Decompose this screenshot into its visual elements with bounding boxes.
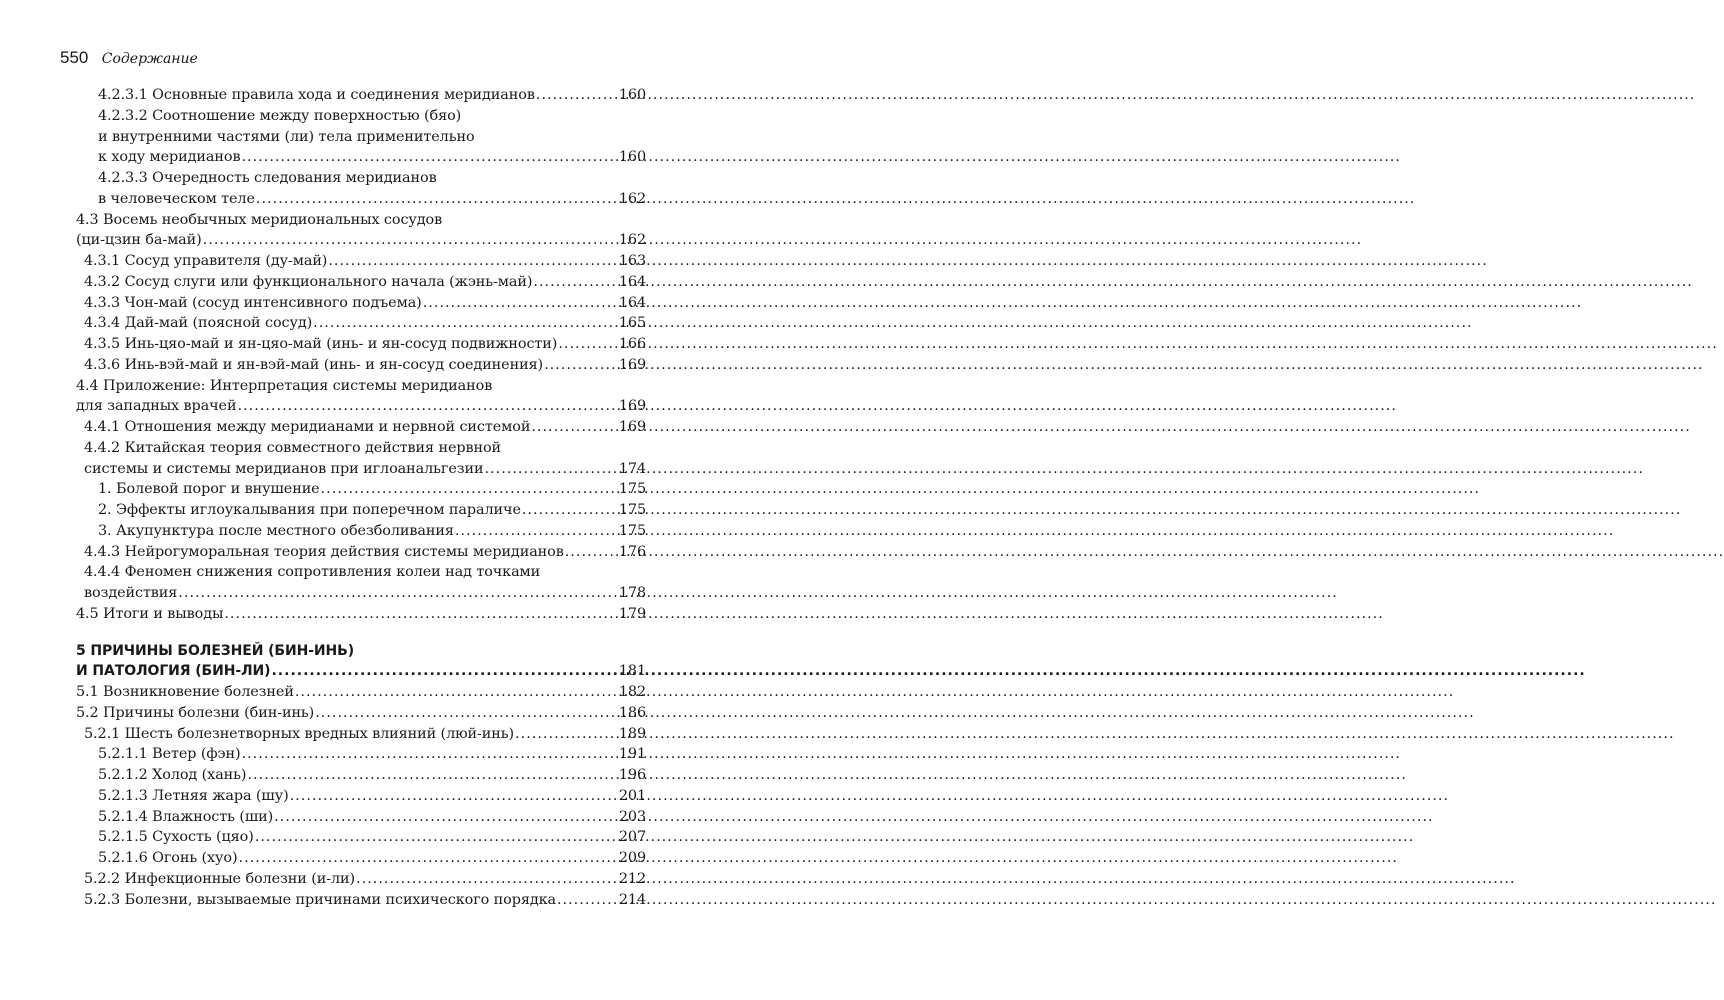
toc-page-number: 201 <box>618 787 646 804</box>
toc-entry <box>76 479 646 500</box>
toc-page-number: 214 <box>618 891 646 908</box>
toc-entry <box>76 562 646 604</box>
toc-entry-title: 4.3.5 Инь-цяо-май и ян-цяо-май (инь- и ян-сосуд подвижности) <box>84 336 558 352</box>
toc-line <box>76 147 646 168</box>
toc-entry-title: 4.2.3.1 Основные правила хода и соединения меридианов <box>98 87 535 103</box>
dot-leader <box>247 765 617 786</box>
toc-entry <box>76 724 646 745</box>
toc-line <box>76 724 646 745</box>
toc-entry-title: системы и системы меридианов при иглоанальгезии <box>84 460 484 477</box>
toc-line <box>76 604 646 625</box>
dot-leader <box>321 479 618 500</box>
toc-line <box>76 168 646 189</box>
toc-line <box>76 848 646 869</box>
toc-page-number: 203 <box>618 808 646 825</box>
toc-page-number: 164 <box>618 273 646 290</box>
toc-line <box>76 459 646 480</box>
toc-line <box>76 807 646 828</box>
toc-page-number: 169 <box>618 356 646 373</box>
toc-entry <box>76 765 646 786</box>
dot-leader <box>295 682 618 703</box>
toc-line <box>76 641 646 662</box>
toc-line <box>76 500 646 521</box>
toc-line <box>76 786 646 807</box>
toc-page-number: 179 <box>618 605 646 622</box>
toc-entry-title: 5.2.3 Болезни, вызываемые причинами психического порядка <box>84 891 556 908</box>
toc-entry <box>76 703 646 724</box>
toc-entry <box>76 376 646 418</box>
dot-leader <box>557 890 618 911</box>
toc-entry-title: для западных врачей <box>76 398 237 415</box>
toc-entry-title: 4.3.2 Сосуд слуги или функционального начала (жэнь-май) <box>84 273 533 290</box>
dot-leader <box>237 396 617 417</box>
toc-page-number: 165 <box>618 315 646 332</box>
dot-leader <box>522 500 618 521</box>
toc-page-number: 191 <box>618 746 646 763</box>
toc-entry <box>76 521 646 542</box>
toc-page-number: 174 <box>618 460 646 477</box>
toc-page-number: 160 <box>618 87 646 103</box>
toc-entry <box>76 744 646 765</box>
dot-leader <box>455 521 618 542</box>
toc-line <box>76 127 646 148</box>
dot-leader <box>178 583 618 604</box>
toc-line <box>76 376 646 397</box>
dot-leader <box>241 147 617 168</box>
toc-line <box>76 334 646 355</box>
table-of-contents <box>76 85 646 910</box>
toc-page-number: 182 <box>618 684 646 700</box>
toc-entry-title: И ПАТОЛОГИЯ (БИН-ЛИ) <box>76 663 271 680</box>
toc-entry <box>76 293 646 314</box>
toc-entry-title: 5.2.1 Шесть болезнетворных вредных влияний (люй-инь) <box>84 725 515 742</box>
toc-entry-title: 4.3.6 Инь-вэй-май и ян-вэй-май (инь- и ян-сосуд соединения) <box>84 356 544 373</box>
dot-leader <box>203 230 618 251</box>
toc-entry <box>76 827 646 848</box>
toc-entry <box>76 168 646 210</box>
toc-entry-title: (ци-цзин ба-май) <box>76 232 202 249</box>
toc-page-number: 178 <box>618 585 646 601</box>
toc-entry <box>76 210 646 252</box>
toc-page-number: 186 <box>618 704 646 721</box>
toc-line <box>76 106 646 127</box>
toc-entry <box>76 355 646 376</box>
toc-line <box>76 827 646 848</box>
toc-entry-title: 4.2.3.2 Соотношение между поверхностью (бяо) <box>98 107 462 124</box>
toc-line <box>76 230 646 251</box>
dot-leader <box>256 189 618 210</box>
toc-entry <box>76 106 646 168</box>
toc-entry <box>76 542 646 563</box>
toc-page-number: 189 <box>618 725 646 742</box>
toc-entry-title: 4.2.3.3 Очередность следования меридианов <box>98 170 437 186</box>
dot-leader <box>239 848 618 869</box>
toc-line <box>76 890 646 911</box>
toc-entry-title: 4.4.4 Феномен снижения сопротивления колеи над точками <box>84 564 541 581</box>
toc-line <box>76 765 646 786</box>
section-gap <box>76 625 646 641</box>
toc-entry-title: 4.4.2 Китайская теория совместного действия нервной <box>84 439 502 456</box>
toc-entry-title: 5.2.1.4 Влажность (ши) <box>98 808 274 825</box>
toc-entry <box>76 417 646 438</box>
toc-entry-title: 3. Акупунктура после местного обезболивания <box>98 522 454 539</box>
dot-leader <box>224 604 617 625</box>
toc-entry-title: 4.3.1 Сосуд управителя (ду-май) <box>84 253 328 269</box>
toc-line <box>76 438 646 459</box>
toc-entry <box>76 313 646 334</box>
toc-line <box>76 521 646 542</box>
toc-page-number: 162 <box>618 232 646 249</box>
toc-entry <box>76 500 646 521</box>
toc-entry-title: 5 ПРИЧИНЫ БОЛЕЗНЕЙ (БИН-ИНЬ) <box>76 642 355 659</box>
toc-entry-title: 5.2 Причины болезни (бин-инь) <box>76 704 315 721</box>
toc-entry <box>76 807 646 828</box>
toc-page-number: 166 <box>618 336 646 352</box>
dot-leader <box>290 786 618 807</box>
dot-leader <box>423 293 618 314</box>
toc-entry-title: 4.4.1 Отношения между меридианами и нервной системой <box>84 419 531 435</box>
toc-entry <box>76 786 646 807</box>
toc-line <box>76 272 646 293</box>
toc-line <box>76 417 646 438</box>
dot-leader <box>484 459 617 480</box>
toc-entry-title: 5.2.1.3 Летняя жара (шу) <box>98 787 289 804</box>
toc-entry <box>76 272 646 293</box>
toc-line <box>76 396 646 417</box>
toc-entry-title: 4.5 Итоги и выводы <box>76 605 224 622</box>
toc-entry <box>76 85 646 106</box>
toc-page-number: 175 <box>618 502 646 518</box>
page-number: 550 <box>60 48 89 67</box>
dot-leader <box>533 272 617 293</box>
toc-page-number: 207 <box>618 829 646 846</box>
toc-entry <box>76 604 646 625</box>
dot-leader <box>515 724 618 745</box>
toc-entry-title: 1. Болевой порог и внушение <box>98 481 320 498</box>
toc-page-number: 164 <box>618 294 646 311</box>
toc-entry-title: 4.3.3 Чон-май (сосуд интенсивного подъема) <box>84 294 422 311</box>
toc-entry-title: 5.2.2 Инфекционные болезни (и-ли) <box>84 870 356 887</box>
page-header <box>60 48 198 68</box>
dot-leader <box>271 661 617 682</box>
toc-entry <box>76 890 646 911</box>
toc-line <box>76 251 646 272</box>
dot-leader <box>242 744 618 765</box>
toc-page-number: 162 <box>618 190 646 207</box>
toc-entry-title: 5.2.1.2 Холод (хань) <box>98 767 247 783</box>
toc-entry <box>76 848 646 869</box>
toc-line <box>76 682 646 703</box>
running-title: Содержание <box>101 51 198 67</box>
dot-leader <box>565 542 618 563</box>
toc-line <box>76 744 646 765</box>
dot-leader <box>328 251 618 272</box>
toc-line <box>76 85 646 106</box>
toc-line <box>76 703 646 724</box>
toc-entry-title: 5.1 Возникновение болезней <box>76 684 294 700</box>
toc-entry <box>76 682 646 703</box>
toc-line <box>76 869 646 890</box>
toc-line <box>76 293 646 314</box>
toc-line <box>76 583 646 604</box>
toc-page-number: 196 <box>618 767 646 783</box>
dot-leader <box>531 417 618 438</box>
dot-leader <box>356 869 618 890</box>
toc-page-number: 212 <box>618 870 646 887</box>
toc-line <box>76 313 646 334</box>
toc-page-number: 175 <box>618 522 646 539</box>
toc-entry-title: 5.2.1.1 Ветер (фэн) <box>98 746 241 763</box>
toc-line <box>76 210 646 231</box>
toc-entry-title: и внутренними частями (ли) тела применительно <box>98 128 475 145</box>
toc-entry <box>76 438 646 480</box>
toc-entry-title: в человеческом теле <box>98 190 255 207</box>
toc-line <box>76 355 646 376</box>
toc-entry-title: воздействия <box>84 585 178 601</box>
dot-leader <box>536 85 618 106</box>
dot-leader <box>558 334 618 355</box>
toc-line <box>76 542 646 563</box>
toc-entry <box>76 869 646 890</box>
toc-page-number: 169 <box>618 419 646 435</box>
dot-leader <box>274 807 618 828</box>
toc-entry-title: 4.3.4 Дай-май (поясной сосуд) <box>84 315 313 332</box>
toc-page-number: 181 <box>618 663 646 680</box>
toc-entry-title: 4.4 Приложение: Интерпретация системы меридианов <box>76 377 493 394</box>
toc-line <box>76 189 646 210</box>
toc-entry-title: 4.4.3 Нейрогуморальная теория действия системы меридианов <box>84 543 564 560</box>
toc-page-number: 160 <box>618 149 646 166</box>
dot-leader <box>313 313 618 334</box>
toc-entry <box>76 251 646 272</box>
toc-entry <box>76 334 646 355</box>
toc-entry-title: 5.2.1.6 Огонь (хуо) <box>98 850 238 866</box>
dot-leader <box>255 827 618 848</box>
toc-page-number: 175 <box>618 481 646 498</box>
toc-line <box>76 562 646 583</box>
toc-page-number: 163 <box>618 253 646 269</box>
toc-chapter-entry <box>76 641 646 683</box>
toc-page-number: 209 <box>618 850 646 866</box>
dot-leader <box>315 703 618 724</box>
toc-entry-title: 5.2.1.5 Сухость (цяо) <box>98 829 254 846</box>
dot-leader <box>544 355 618 376</box>
toc-line <box>76 661 646 682</box>
toc-entry-title: 4.3 Восемь необычных меридиональных сосудов <box>76 211 443 228</box>
toc-page-number: 169 <box>618 398 646 415</box>
toc-page-number: 176 <box>618 543 646 560</box>
toc-line <box>76 479 646 500</box>
toc-entry-title: 2. Эффекты иглоукалывания при поперечном параличе <box>98 502 521 518</box>
toc-entry-title: к ходу меридианов <box>98 149 241 166</box>
